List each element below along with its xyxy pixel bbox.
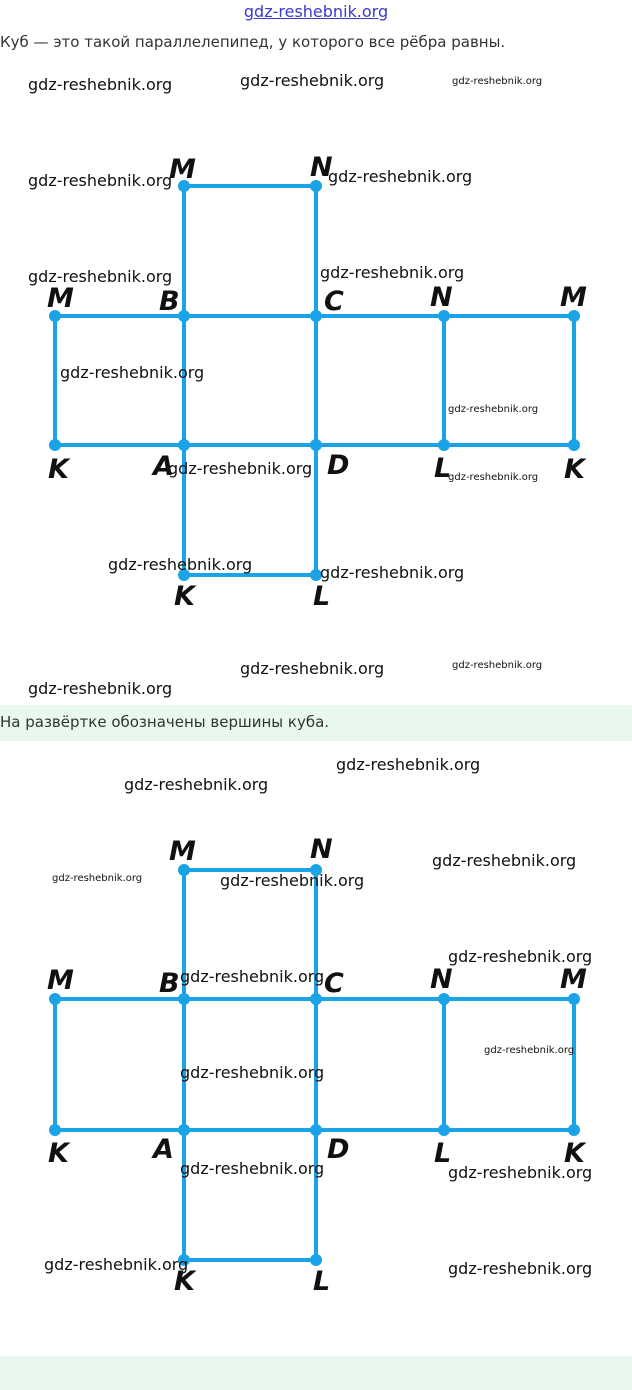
- vertex-label: C: [324, 968, 344, 999]
- vertex-dot: [568, 439, 580, 451]
- watermark: gdz-reshebnik.org: [180, 1159, 325, 1178]
- watermark: gdz-reshebnik.org: [432, 851, 577, 870]
- vertex-dot: [438, 439, 450, 451]
- vertex-dot: [49, 1124, 61, 1136]
- vertex-label: A: [153, 1134, 174, 1165]
- vertex-dot: [178, 439, 190, 451]
- vertex-dot: [438, 1124, 450, 1136]
- vertex-label: K: [174, 581, 195, 612]
- vertex-dot: [310, 993, 322, 1005]
- watermark: gdz-reshebnik.org: [484, 1045, 575, 1056]
- cube-net-figure-1: [0, 60, 632, 700]
- vertex-label: M: [169, 836, 196, 867]
- watermark: gdz-reshebnik.org: [28, 171, 173, 190]
- vertex-label: D: [327, 1134, 350, 1165]
- watermark: gdz-reshebnik.org: [452, 660, 543, 671]
- vertex-label: M: [47, 965, 74, 996]
- vertex-dot: [178, 993, 190, 1005]
- watermark: gdz-reshebnik.org: [44, 1255, 189, 1274]
- vertex-label: M: [47, 283, 74, 314]
- vertex-label: C: [324, 286, 344, 317]
- vertex-label: A: [153, 451, 174, 482]
- vertex-dot: [310, 439, 322, 451]
- vertex-label: N: [310, 152, 333, 183]
- vertex-label: K: [174, 1266, 195, 1297]
- watermark: gdz-reshebnik.org: [448, 472, 539, 483]
- vertex-label: B: [159, 286, 180, 317]
- vertex-label: N: [430, 282, 453, 313]
- watermark: gdz-reshebnik.org: [336, 755, 481, 774]
- watermark: gdz-reshebnik.org: [452, 76, 543, 87]
- watermark: gdz-reshebnik.org: [220, 871, 365, 890]
- vertex-dot: [310, 310, 322, 322]
- watermark: gdz-reshebnik.org: [240, 71, 385, 90]
- site-link[interactable]: gdz-reshebnik.org: [243, 2, 389, 21]
- highlight-band: [0, 1356, 632, 1390]
- watermark: gdz-reshebnik.org: [52, 873, 143, 884]
- watermark: gdz-reshebnik.org: [28, 679, 173, 698]
- watermark: gdz-reshebnik.org: [320, 563, 465, 582]
- vertex-label: L: [313, 1266, 331, 1297]
- vertex-dot: [310, 1254, 322, 1266]
- cube-net-figure-2: [0, 742, 632, 1354]
- vertex-dot: [178, 1124, 190, 1136]
- vertex-label: M: [169, 154, 196, 185]
- vertex-label: K: [564, 1138, 585, 1169]
- vertex-label: L: [313, 581, 331, 612]
- vertex-label: K: [48, 1138, 69, 1169]
- vertex-label: L: [434, 453, 452, 484]
- watermark: gdz-reshebnik.org: [328, 167, 473, 186]
- watermark: gdz-reshebnik.org: [320, 263, 465, 282]
- vertex-dot: [568, 1124, 580, 1136]
- vertex-label: K: [48, 454, 69, 485]
- watermark: gdz-reshebnik.org: [448, 1163, 593, 1182]
- watermark: gdz-reshebnik.org: [108, 555, 253, 574]
- watermark: gdz-reshebnik.org: [168, 459, 313, 478]
- watermark: gdz-reshebnik.org: [180, 967, 325, 986]
- watermark: gdz-reshebnik.org: [180, 1063, 325, 1082]
- watermark: gdz-reshebnik.org: [448, 1259, 593, 1278]
- vertex-label: D: [327, 450, 350, 481]
- watermark: gdz-reshebnik.org: [240, 659, 385, 678]
- vertex-label: M: [560, 282, 587, 313]
- vertex-label: N: [430, 964, 453, 995]
- vertex-dot: [178, 310, 190, 322]
- vertex-dot: [310, 1124, 322, 1136]
- vertex-label: N: [310, 834, 333, 865]
- highlight-band: [0, 705, 632, 741]
- vertex-label: K: [564, 454, 585, 485]
- watermark: gdz-reshebnik.org: [28, 75, 173, 94]
- paragraph-net-vertices: На развёртке обозначены вершины куба.: [0, 713, 330, 731]
- vertex-label: L: [434, 1138, 452, 1169]
- vertex-dot: [49, 439, 61, 451]
- watermark: gdz-reshebnik.org: [448, 947, 593, 966]
- vertex-label: M: [560, 964, 587, 995]
- paragraph-cube-definition: Куб — это такой параллелепипед, у которого все рёбра равны.: [0, 33, 506, 51]
- watermark: gdz-reshebnik.org: [28, 267, 173, 286]
- vertex-label: B: [159, 968, 180, 999]
- watermark: gdz-reshebnik.org: [60, 363, 205, 382]
- watermark: gdz-reshebnik.org: [448, 404, 539, 415]
- watermark: gdz-reshebnik.org: [124, 775, 269, 794]
